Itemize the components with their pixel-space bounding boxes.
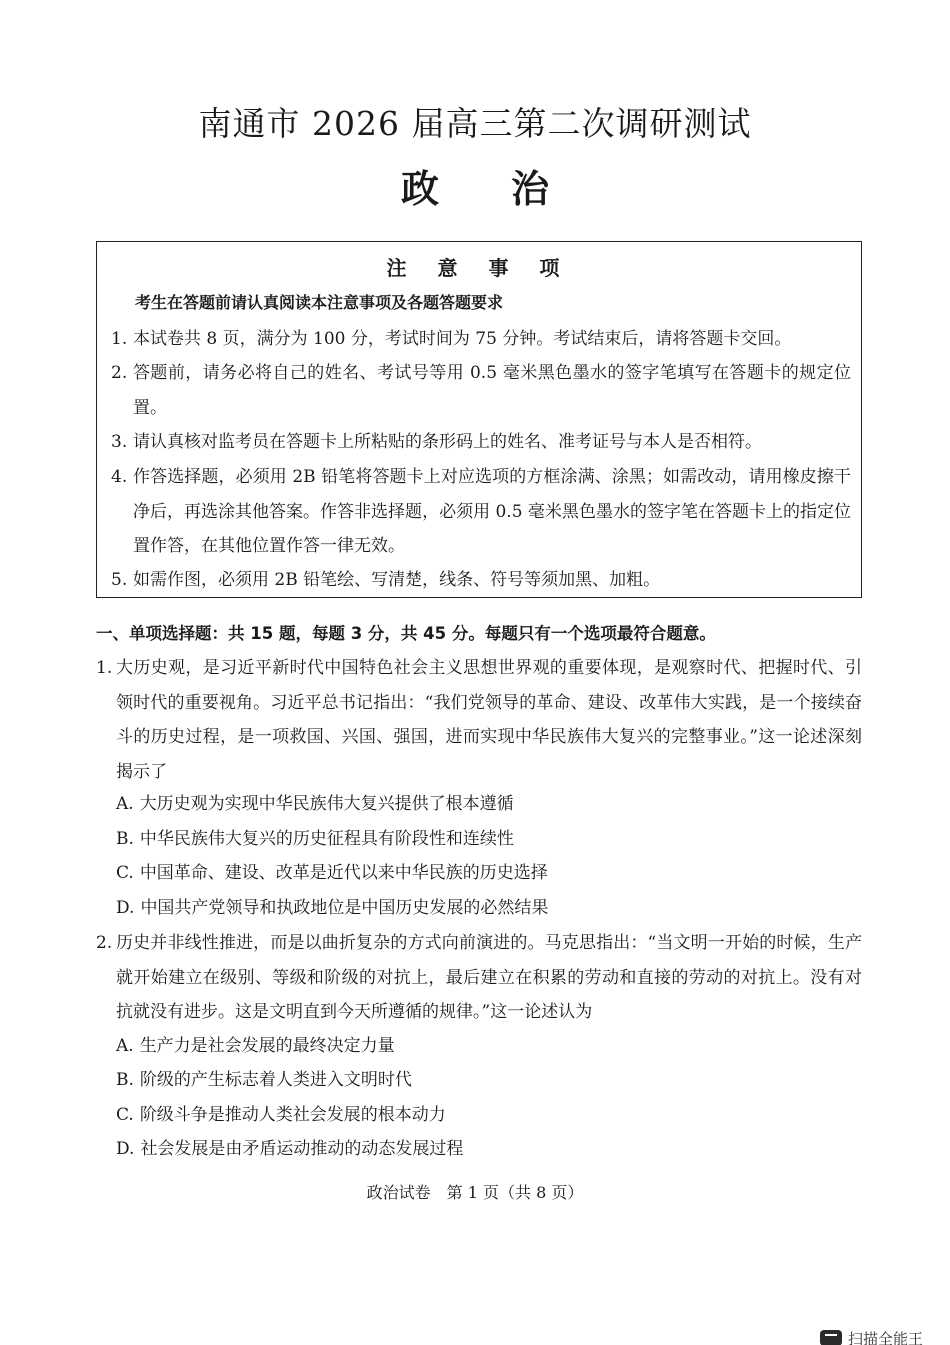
page-footer: 政治试卷 第 1 页（共 8 页） bbox=[366, 1183, 584, 1202]
scanner-watermark bbox=[818, 1322, 950, 1345]
question bbox=[96, 926, 862, 1030]
notice-item-text: 答题前，请务必将自己的姓名、考试号等用 0.5 毫米黑色墨水的签字笔填写在答题卡的规定位置。 bbox=[133, 363, 851, 418]
answer-option bbox=[116, 1098, 446, 1133]
option-text: 中国共产党领导和执政地位是中国历史发展的必然结果 bbox=[140, 898, 549, 918]
notice-item bbox=[111, 563, 851, 598]
notice-item-number: 3. bbox=[111, 432, 128, 452]
scanner-watermark-text: 扫描全能王 bbox=[848, 1330, 924, 1345]
scanner-app-logo-icon bbox=[820, 1330, 842, 1345]
answer-option bbox=[116, 822, 514, 857]
notice-item-text: 本试卷共 8 页，满分为 100 分，考试时间为 75 分钟。考试结束后，请将答题卡交回。 bbox=[133, 329, 792, 349]
subject-char-1: 政 bbox=[400, 167, 439, 211]
exam-subject bbox=[0, 158, 950, 213]
answer-option bbox=[116, 856, 548, 891]
subject-char-2: 治 bbox=[511, 167, 550, 211]
option-text: 社会发展是由矛盾运动推动的动态发展过程 bbox=[140, 1139, 464, 1159]
option-text: 中国革命、建设、改革是近代以来中华民族的历史选择 bbox=[139, 863, 548, 883]
question bbox=[96, 651, 862, 789]
notice-item-text: 如需作图，必须用 2B 铅笔绘、写清楚，线条、符号等须加黑、加粗。 bbox=[133, 570, 661, 590]
notice-item-number: 4. bbox=[111, 467, 128, 487]
exam-title: 南通市 2026 届高三第二次调研测试 bbox=[198, 104, 752, 143]
notice-intro: 考生在答题前请认真阅读本注意事项及各题答题要求 bbox=[135, 293, 504, 312]
option-text: 中华民族伟大复兴的历史征程具有阶段性和连续性 bbox=[139, 829, 514, 849]
option-letter: B. bbox=[116, 1070, 134, 1090]
question-number: 1. bbox=[96, 658, 113, 678]
option-letter: C. bbox=[116, 863, 134, 883]
notice-heading: 注 意 事 项 bbox=[386, 256, 572, 280]
answer-option bbox=[116, 1132, 463, 1167]
notice-item-text: 作答选择题，必须用 2B 铅笔将答题卡上对应选项的方框涂满、涂黑；如需改动，请用橡皮擦干净后，再选涂其他答案。作答非选择题，必须用 0.5 毫米黑色墨水的签字笔在答题卡上的指定位置作答，在其他位置作答一律无效。 bbox=[133, 467, 851, 556]
question-stem: 历史并非线性推进，而是以曲折复杂的方式向前演进的。马克思指出：“当文明一开始的时候，生产就开始建立在级别、等级和阶级的对抗上，最后建立在积累的劳动和直接的劳动的对抗上。没有对抗就没有进步。这是文明直到今天所遵循的规律。”这一论述认为 bbox=[116, 933, 862, 1022]
option-letter: B. bbox=[116, 829, 134, 849]
question-number: 2. bbox=[96, 933, 113, 953]
option-letter: A. bbox=[116, 1036, 134, 1056]
option-letter: D. bbox=[116, 1139, 135, 1159]
section-heading: 一、单项选择题：共 15 题，每题 3 分，共 45 分。每题只有一个选项最符合题意。 bbox=[96, 624, 716, 643]
option-text: 大历史观为实现中华民族伟大复兴提供了根本遵循 bbox=[139, 794, 514, 814]
option-text: 生产力是社会发展的最终决定力量 bbox=[139, 1036, 395, 1056]
answer-option bbox=[116, 1029, 395, 1064]
answer-option bbox=[116, 891, 548, 926]
notice-item bbox=[111, 425, 851, 460]
answer-option bbox=[116, 787, 514, 822]
option-text: 阶级的产生标志着人类进入文明时代 bbox=[139, 1070, 412, 1090]
notice-item-number: 2. bbox=[111, 363, 128, 383]
notice-item bbox=[111, 322, 851, 357]
option-text: 阶级斗争是推动人类社会发展的根本动力 bbox=[139, 1105, 446, 1125]
option-letter: C. bbox=[116, 1105, 134, 1125]
notice-item bbox=[111, 460, 851, 564]
notice-item bbox=[111, 356, 851, 425]
notice-item-text: 请认真核对监考员在答题卡上所粘贴的条形码上的姓名、准考证号与本人是否相符。 bbox=[133, 432, 762, 452]
notice-item-number: 5. bbox=[111, 570, 128, 590]
notice-box bbox=[96, 241, 862, 598]
option-letter: D. bbox=[116, 898, 135, 918]
question-stem: 大历史观，是习近平新时代中国特色社会主义思想世界观的重要体现，是观察时代、把握时代、引领时代的重要视角。习近平总书记指出：“我们党领导的革命、建设、改革伟大实践，是一个接续奋斗的历史过程，是一项救国、兴国、强国，进而实现中华民族伟大复兴的完整事业。”这一论述深刻揭示了 bbox=[116, 658, 862, 782]
option-letter: A. bbox=[116, 794, 134, 814]
notice-item-number: 1. bbox=[111, 329, 128, 349]
answer-option bbox=[116, 1063, 412, 1098]
